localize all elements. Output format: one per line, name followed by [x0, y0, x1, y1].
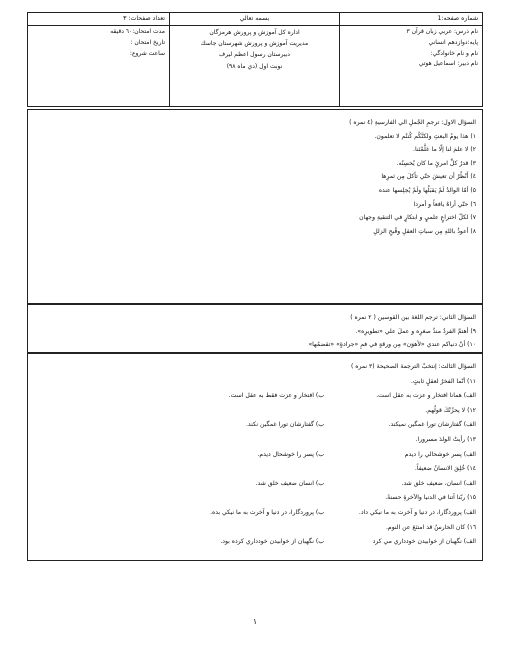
section-title: السؤال الثالث: إنتخبْ الترجمةَ الصحيحةَ (٣ نمره ): [350, 363, 476, 370]
answer-options: [32, 418, 476, 433]
option-a: الف) گفتارشان تورا غمگين نميكند.: [388, 421, 476, 429]
option-a: الف) نگهبان از خوابيدن خودداري مي كرد: [372, 538, 476, 546]
exam-date-field: تاريخ امتحان :: [130, 38, 165, 46]
option-b: ب) گفتارشان تورا غمگين نكند.: [246, 421, 324, 429]
section-title: السؤال الاول: ترجمِ الجُملِ الي الفارسيةِ (٤ نمره ): [349, 119, 476, 126]
question-item: ١٤) خُلِقَ الانسانُ ضعيفاً.: [414, 465, 476, 473]
question-section-1: [27, 109, 483, 304]
question-item: ١٢) لا يحزُنْكَ قولُهم.: [425, 406, 476, 414]
question-item: ٢) لا علمَ لنا إلّا ما عَلَّمْتَنا.: [413, 146, 476, 154]
answer-options: [32, 389, 476, 404]
option-a: الف) پسر خوشحالي را ديدم: [404, 450, 476, 458]
option-b: ب) پروردگارا، در دنيا و آخرت به ما نيكي بده.: [210, 508, 324, 516]
question-item: ١٦) كان الحارسُ قد امتنَعَ عن النوم.: [385, 523, 476, 531]
question-item: ٩) أهتمَّ الفردُ منذُ صغرِه و عملَ علي «تطويرِه».: [355, 327, 476, 335]
page-number-label: شماره صفحه:1: [340, 13, 482, 26]
question-item: ٨) أعوذُ باللهِ مِن سباتِ العقلِ وقُبحِ الزللِ: [373, 227, 476, 235]
option-a: الف) پروردگارا، در دنيا و آخرت به ما نيكي داد.: [358, 508, 476, 516]
question-item: ٥) أمّا الوالدُ لَمْ يَقبَلْها ولَمْ يُجلِسها عنده: [378, 186, 476, 194]
option-a: الف) انسان، ضعيف خلق شد.: [401, 479, 476, 487]
question-item: ١) هذا يومُ البعثِ ولكنَّكُم كُنتُم لا تعلمون.: [374, 132, 476, 140]
answer-options: [32, 535, 476, 550]
page-count-label: تعداد صفحات: ٣: [28, 13, 169, 26]
question-item: ١٣) رأيتُ الولدَ مسرورا.: [415, 435, 476, 443]
question-item: ١١) أنّما الفخرُ لعقلٍ ثابتٍ.: [410, 377, 476, 385]
start-time-field: ساعت شروع:: [129, 49, 165, 57]
question-section-3: [27, 353, 483, 561]
section-title: السؤال الثاني: ترجم اللغةَ بين القوسين ( ٢ نمره ): [350, 314, 476, 321]
answer-options: [32, 448, 476, 463]
question-item: ٣) قدرُ كلِّ امرئٍ ما كان يُحسِنُه.: [396, 159, 476, 167]
question-item: ١٥) ربّنا آتنا في الدنيا والآخرةِ حسنةً.: [385, 494, 476, 502]
exam-header: [27, 12, 483, 107]
option-a: الف) همانا افتخار و عزت به عقل است.: [376, 392, 476, 400]
term-line: نوبت اول (دي ماه ٩٨): [226, 62, 283, 70]
question-section-2: [27, 304, 483, 353]
header-exam-info: [28, 13, 169, 106]
school-line: دبيرستان رسول اعظم ليرف: [219, 51, 290, 59]
district-line: مديريت آموزش و پرورش شهرستان جاسك: [200, 40, 309, 48]
question-item: ١٠) أنّ دنياكم عندي «لأهوَن» مِن ورقةٍ في فمِ «جرادةٍ» «تقضمُها»: [308, 341, 476, 349]
department-line: اداره كل آموزش و پرورش هرمزگان: [209, 29, 300, 36]
question-item: ٧) لكلّ اختراعٍ علميٍ و ابتكارٍ في التنقيةِ وجهان: [359, 214, 476, 222]
option-b: ب) نگهبان از خوابيدن خودداري كرده بود.: [220, 538, 324, 546]
exam-page: [27, 12, 483, 624]
course-name: نام درس: عربي زبان قرآن ٣: [406, 28, 478, 35]
question-item: ٤) أَنْظُرْ أن تعيشَ حتّي تأكلَ مِن ثمرِها: [381, 173, 476, 181]
header-school-info: [169, 13, 339, 106]
header-course-info: [339, 13, 482, 106]
option-b: ب) پسر را خوشحال ديدم.: [257, 450, 324, 458]
bismillah-title: بسمه تعالي: [170, 13, 339, 26]
teacher-name: نام دبير: اسماعيل هوتي: [418, 60, 478, 68]
page-number: ١: [252, 617, 258, 626]
exam-duration: مدت امتحان:٦٠ دقيقه: [110, 28, 165, 35]
answer-options: [32, 506, 476, 521]
student-name-field: نام و نام خانوادگي:: [430, 49, 478, 57]
answer-options: [32, 477, 476, 492]
question-item: ٦) حتّي أراهُ يافعاً و أمردا: [413, 200, 476, 208]
option-b: ب) افتخار و عزت فقط به عقل است.: [228, 392, 324, 400]
option-b: ب) انسان ضعيف خلق شد.: [255, 479, 324, 487]
grade-field: پايه:دوازدهم انساني: [428, 38, 478, 46]
